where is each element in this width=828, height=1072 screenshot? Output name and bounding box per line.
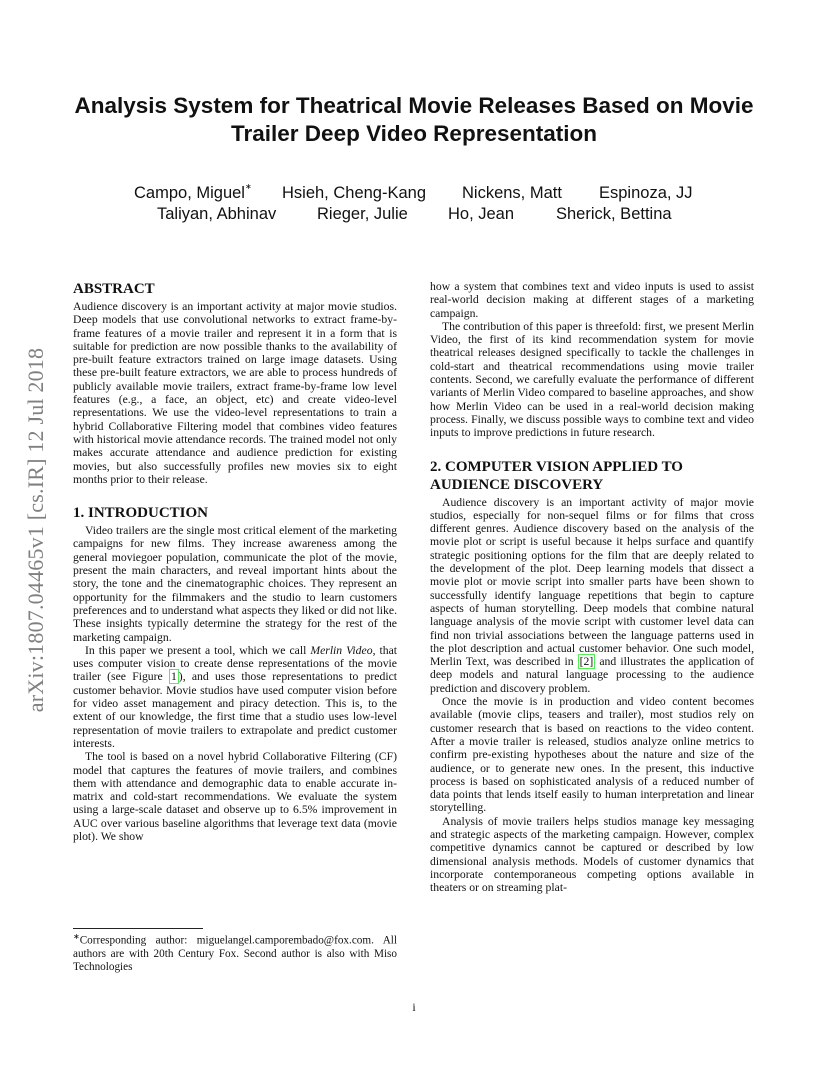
arxiv-stamp-text: arXiv:1807.04465v1 [cs.IR] 12 Jul 2018 (23, 347, 48, 713)
tool-name: Merlin Video (310, 643, 373, 657)
section-2-heading: 2. COMPUTER VISION APPLIED TO AUDIENCE DISCOVERY (430, 458, 683, 493)
arxiv-identifier-stamp (23, 300, 47, 760)
author-name: Hsieh, Cheng-Kang (282, 184, 427, 202)
contribution-paragraph: The contribution of this paper is threefold: first, we present Merlin Video, the first of its kind recommendation system for movie theatrical releases designed specifically to tackle the challenges in cold-start and theatrical recommendations using movie trailer contents. Second, we carefully evaluate the performance of different variants of Merlin Video compared to baseline approaches, and show how Merlin Video can be used in a real-world decision making process. Finally, we discuss possible ways to combine text and video inputs to improve predictions in future research. (430, 319, 754, 440)
introduction-heading: 1. INTRODUCTION (73, 505, 209, 522)
paper-title: Analysis System for Theatrical Movie Releases Based on Movie Trailer Deep Video Representation (74, 93, 754, 146)
citation-link[interactable]: [2] (579, 655, 594, 669)
author-name: Sherick, Bettina (556, 205, 672, 223)
left-column (73, 280, 397, 843)
right-column (430, 280, 754, 894)
author-name: Ho, Jean (448, 205, 515, 223)
intro-paragraph-continued: how a system that combines text and video inputs is used to assist real-world decision making at different stages of a marketing campaign. (430, 280, 754, 320)
author-name: Nickens, Matt (462, 184, 562, 202)
intro-paragraph-3: The tool is based on a novel hybrid Collaborative Filtering (CF) model that captures the features of movie trailers, and combines them with attendance and demographic data to enable accurate in-matrix and cold-start recommendations. We evaluate the system using a large-scale dataset and observe up to 6.5% improvement in AUC over various baseline algorithms that leverage text data (movie plot). We show (73, 750, 397, 843)
intro-paragraph-1: Video trailers are the single most critical element of the marketing campaigns for new films. They increase awareness among the general moviegoer population, communicate the plot of the movie, present the main characters, and reveal important hints about the story, the tone and the cinematographic choices. They represent an opportunity for the filmmakers and the studio to learn customers preferences and to understand what aspects they liked or did not like. These insights typically determine the strategy for the rest of the marketing campaign. (73, 524, 397, 644)
author-name: Taliyan, Abhinav (157, 205, 277, 223)
section-2-paragraph-3: Analysis of movie trailers helps studios manage key messaging and strategic aspects of the marketing campaign. However, complex competitive dynamics cannot be captured or described by low dimensional analysis methods. Models of customer dynamics that incorporate contemporaneous competing options available in theaters or on streaming plat- (430, 814, 754, 895)
intro-paragraph-2: In this paper we present a tool, which we call Merlin Video, that uses computer vision to create dense representations of the movie trailer (see Figure 1 ), and uses those representations to predict customer behavior. Movie studios have used computer vision before for video asset management and piracy detection. This is, to the extent of our knowledge, the first time that a studio uses low-level representation of movie trailers to extrapolate and predict customer interests. (73, 643, 398, 750)
section-2-paragraph-2: Once the movie is in production and video content becomes available (movie clips, teasers and trailer), most studios rely on customer research that is based on reactions to the video content. After a movie trailer is released, studios analyze online metrics to confirm pre-existing hypotheses about the nature and size of the audience, or to generate new ones. In the present, this inductive process is based on sophisticated analysis of a reduced number of data points that lends itself easily to human interpretation and linear storytelling. (430, 695, 754, 815)
author-name: Rieger, Julie (317, 205, 408, 223)
abstract-heading: ABSTRACT (73, 281, 155, 297)
author-name: Campo, Miguel∗ (134, 182, 252, 202)
figure-reference-link[interactable]: 1 (170, 670, 177, 684)
abstract-text: Audience discovery is an important activity at major movie studios. Deep models that use convolutional networks to extract frame-by-frame features of a movie trailer and represent it in a form that is suitable for prediction are now possible thanks to the availability of pre-built feature extractors trained on large image datasets. Using these pre-built feature extractors, we are able to process hundreds of publicly available movie trailers, extract frame-by-frame low level features (e.g., a face, an object, etc) and create video-level representations. We use the video-level representations to train a hybrid Collaborative Filtering model that combines video features with historical movie attendance records. The trained model not only makes accurate attendance and audience prediction for existing movies, but also successfully profiles new movies six to eight months prior to their release. (73, 300, 397, 486)
section-2-paragraph-1: Audience discovery is an important activity of major movie studios, especially for non-sequel films or for films that cross different genres. Audience discovery based on the analysis of the movie plot or script is useful because it helps surface and quantify strategic positioning options for the film that are deeply related to the development of the plot. Deep learning models that dissect a movie plot or movie script into smaller parts have been shown to successfully identify language repetitions that begin to capture aspects of human storytelling. Deep models that combine natural language analysis of the movie script with customer level data can find non trivial associations between the language patterns used in the plot description and actual customer behavior. One such model, Merlin Text, was described in [2] and illustrates the application of deep models and natural language processing to the audience prediction and discovery problem. (430, 495, 755, 695)
author-name: Espinoza, JJ (599, 184, 693, 202)
footnote: ∗Corresponding author: miguelangel.camporembado@fox.com. All authors are with 20th Century Fox. Second author is also with Miso Technologies (73, 932, 397, 973)
footnote-rule (73, 928, 203, 929)
page-number: i (412, 1000, 416, 1014)
